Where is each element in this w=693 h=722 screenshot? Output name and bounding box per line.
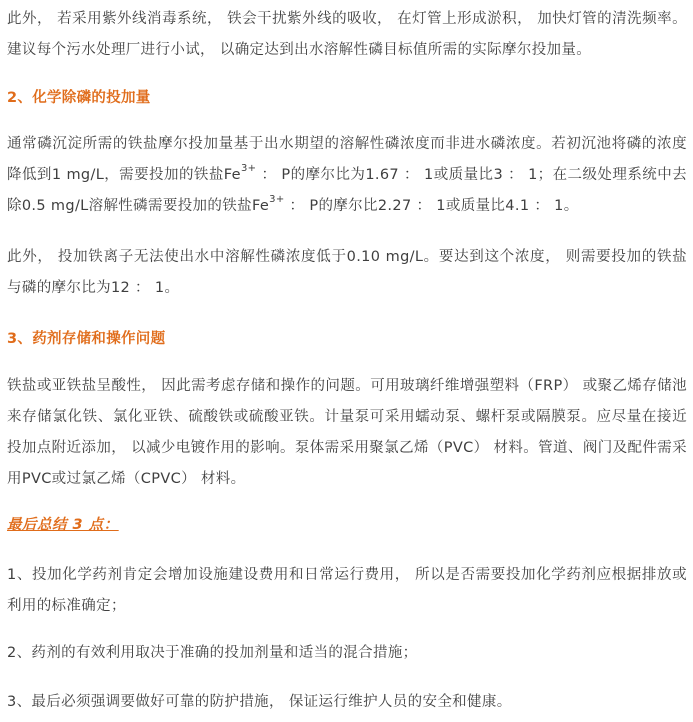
iron-charge-superscript-1: 3+ <box>240 163 257 175</box>
dosage-paragraph <box>7 129 687 222</box>
dosage-text-part2: ： P的摩尔比为1.67 ： 1或质量比3 ： 1；在二级处理系统中去除0.5 mg/L溶解性磷需要投加的铁盐Fe <box>7 167 687 214</box>
limit-paragraph: 此外， 投加铁离子无法使出水中溶解性磷浓度低于0.10 mg/L。要达到这个浓度， 则需要投加的铁盐与磷的摩尔比为12 ： 1。 <box>7 249 687 296</box>
dosage-text-part3: ： P的摩尔比2.27 ： 1或质量比4.1 ： 1。 <box>284 198 579 214</box>
summary-heading: 最后总结 3 点： <box>7 517 119 533</box>
section-heading-dosage: 2、化学除磷的投加量 <box>7 90 151 106</box>
intro-paragraph: 此外， 若采用紫外线消毒系统， 铁会干扰紫外线的吸收， 在灯管上形成淤积， 加快灯管的清洗频率。建议每个污水处理厂进行小试， 以确定达到出水溶解性磷目标值所需的实际摩尔投加量。 <box>7 11 687 58</box>
summary-point-1: 1、投加化学药剂肯定会增加设施建设费用和日常运行费用， 所以是否需要投加化学药剂应根据排放或利用的标准确定； <box>7 567 687 614</box>
storage-paragraph: 铁盐或亚铁盐呈酸性， 因此需考虑存储和操作的问题。可用玻璃纤维增强塑料（FRP） 或聚乙烯存储池来存储氯化铁、氯化亚铁、硫酸铁或硫酸亚铁。计量泵可采用蠕动泵、螺杆泵或隔膜泵。应尽量在接近投加点附近添加， 以减少电镀作用的影响。泵体需采用聚氯乙烯（PVC） 材料。管道、阀门及配件需采用PVC或过氯乙烯（CPVC） 材料。 <box>7 378 687 487</box>
section-heading-storage: 3、药剂存储和操作问题 <box>7 331 166 347</box>
dosage-text-part1: 通常磷沉淀所需的铁盐摩尔投加量基于出水期望的溶解性磷浓度而非进水磷浓度。若初沉池将磷的浓度降低到1 mg/L，需要投加的铁盐Fe <box>7 136 687 183</box>
summary-point-2: 2、药剂的有效利用取决于准确的投加剂量和适当的混合措施； <box>7 645 418 661</box>
iron-charge-superscript-2: 3+ <box>269 194 285 206</box>
summary-point-3: 3、最后必须强调要做好可靠的防护措施， 保证运行维护人员的安全和健康。 <box>7 694 512 710</box>
